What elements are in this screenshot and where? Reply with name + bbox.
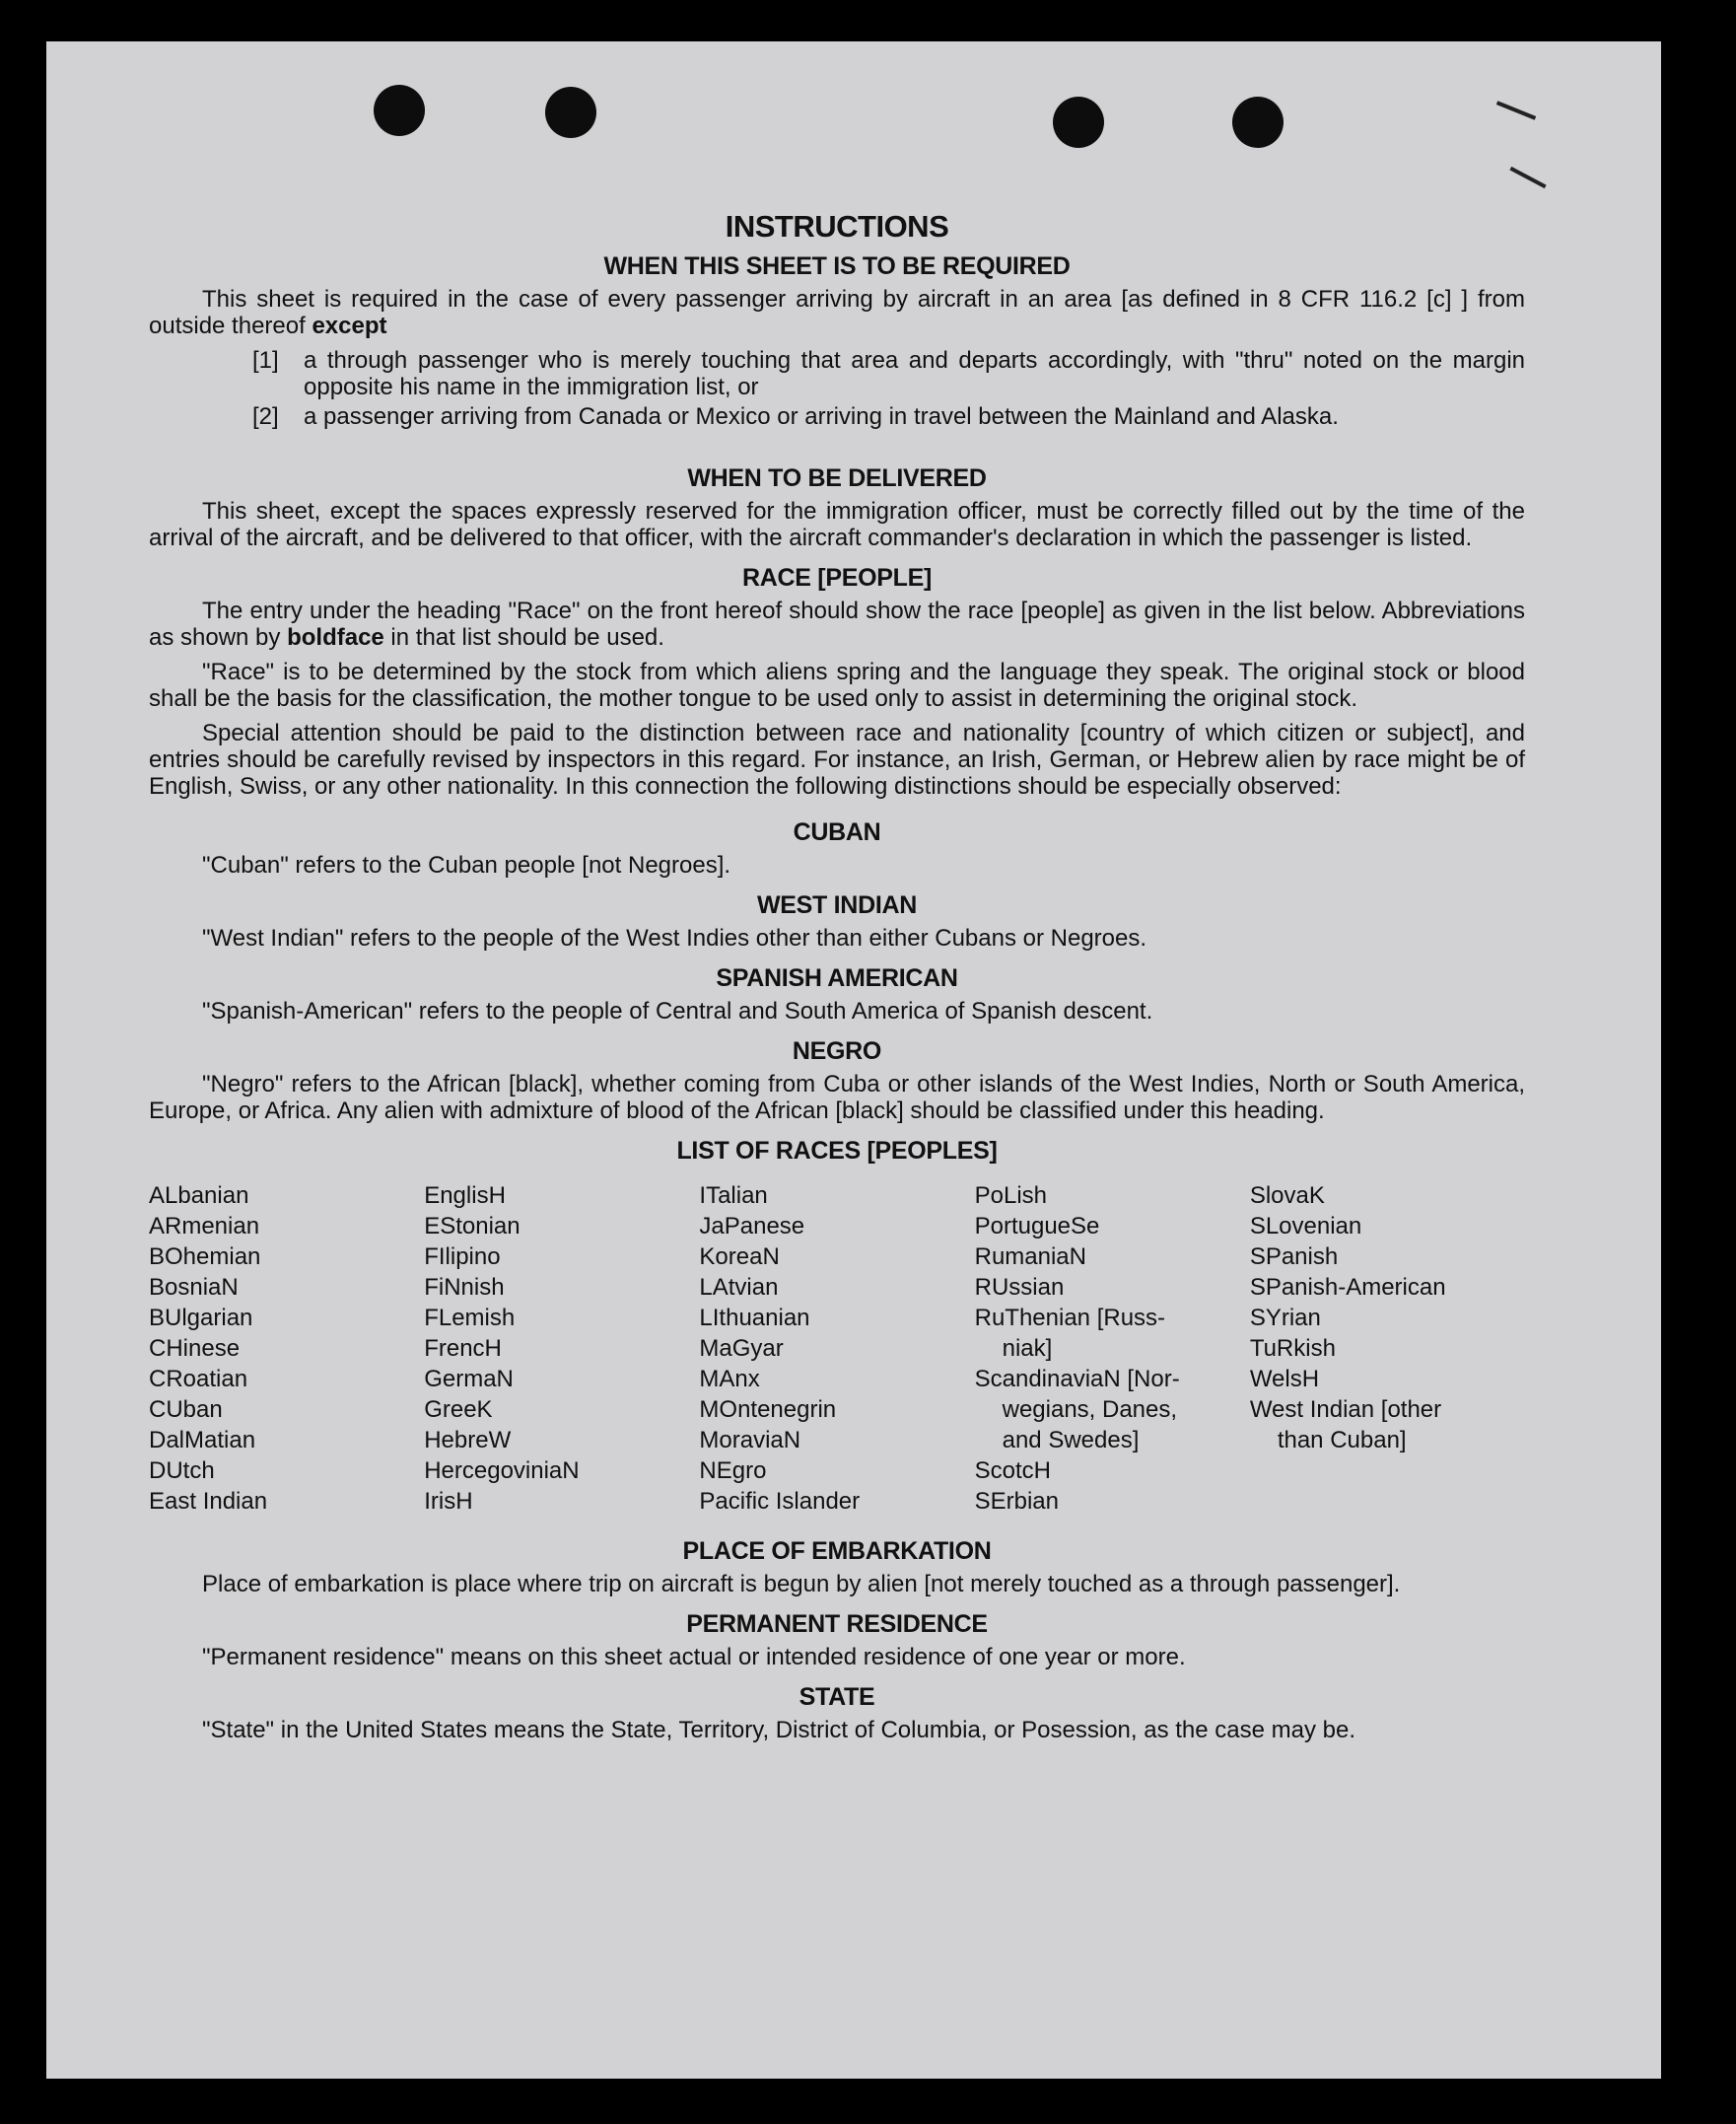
race-item: FLemish [424,1305,516,1331]
races-list [149,1180,1525,1517]
item-number: [1] [252,347,279,374]
race-item: GermaN [424,1366,514,1392]
heading-permanent-residence: PERMANENT RESIDENCE [686,1610,988,1638]
item-text: a passenger arriving from Canada or Mexico or arriving in travel between the Mainland and Alaska. [304,403,1339,430]
race-item: EnglisH [424,1182,506,1209]
race-item: West Indian [other [1249,1396,1442,1423]
race-item: ITalian [699,1182,768,1209]
race-item: CUban [149,1396,223,1423]
heading-list-of-races: LIST OF RACES [PEOPLES] [676,1137,998,1165]
race-item: JaPanese [699,1213,805,1239]
race-item: CRoatian [149,1366,248,1392]
race-item: SPanish [1249,1243,1339,1270]
document-sheet [46,41,1661,2079]
punch-hole-3 [1053,97,1104,148]
spanish-american-text: "Spanish-American" refers to the people of Central and South America of Spanish descent. [202,998,1153,1025]
race-item: MaGyar [699,1335,784,1362]
race-item: ARmenian [149,1213,260,1239]
race-item: DUtch [149,1457,215,1484]
race-item: DalMatian [149,1427,256,1453]
punch-hole-4 [1232,97,1284,148]
negro-text: "Negro" refers to the African [black], whether coming from Cuba or other islands of the West Indies, North or South America, Europe, or Africa. Any alien with admixture of blood of the African [black] should be classified under this heading. [149,1071,1525,1124]
race-item: MAnx [699,1366,760,1392]
race-paragraph-3: Special attention should be paid to the distinction between race and nationality [country of which citizen or subject], and entries should be carefully revised by inspectors in this regard. For instance, an Irish, German, or Hebrew alien by race might be of English, Swiss, or any other nationality. In this connection the following distinctions should be especially observed: [149,720,1525,800]
races-column-3 [699,1180,974,1517]
race-item: FiNnish [424,1274,505,1301]
required-item-1 [252,347,1525,400]
item-number: [2] [252,403,279,430]
race-item: SYrian [1249,1305,1321,1331]
race-paragraph-1: The entry under the heading "Race" on the front hereof should show the race [people] as given in the list below. Abbreviations as shown by boldface in that list should be used. [149,598,1525,651]
heading-embarkation: PLACE OF EMBARKATION [682,1537,992,1565]
race-item: niak] [1002,1335,1053,1362]
race-item: and Swedes] [1002,1427,1140,1453]
delivered-text: This sheet, except the spaces expressly reserved for the immigration officer, must be correctly filled out by the time of the arrival of the aircraft, and be delivered to that officer, with the aircraft commander's declaration in which the passenger is listed. [149,498,1525,551]
race-item: RUssian [974,1274,1065,1301]
race-item: LAtvian [699,1274,779,1301]
race-item: ALbanian [149,1182,249,1209]
heading-race: RACE [PEOPLE] [742,564,932,592]
item-text: a through passenger who is merely touching that area and departs accordingly, with "thru" noted on the margin opposite his name in the immigration list, or [304,347,1525,400]
race-item: HebreW [424,1427,512,1453]
race-item: MoraviaN [699,1427,801,1453]
race-item: RuThenian [Russ- [974,1305,1166,1331]
residence-text: "Permanent residence" means on this sheet actual or intended residence of one year or more. [202,1644,1186,1670]
race-item: than Cuban] [1277,1427,1407,1453]
race-item: FIlipino [424,1243,501,1270]
race-item: PoLish [974,1182,1047,1209]
race-item: HercegoviniaN [424,1457,580,1484]
scan-mark [1496,101,1536,119]
race-item: GreeK [424,1396,493,1423]
races-column-1 [149,1180,424,1517]
race-item: SErbian [974,1488,1059,1515]
heading-negro: NEGRO [792,1037,882,1065]
race-item: FrencH [424,1335,502,1362]
race-item: EStonian [424,1213,521,1239]
required-intro: This sheet is required in the case of every passenger arriving by aircraft in an area [as defined in 8 CFR 116.2 [c] ] from outside thereof except [149,286,1525,339]
race-item: BosniaN [149,1274,239,1301]
document-content [149,166,1525,1751]
required-item-2 [252,403,1525,430]
race-item: East Indian [149,1488,268,1515]
race-item: SLovenian [1249,1213,1362,1239]
race-item: MOntenegrin [699,1396,837,1423]
race-item: SlovaK [1249,1182,1325,1209]
punch-hole-2 [545,87,596,138]
race-item: CHinese [149,1335,241,1362]
state-text: "State" in the United States means the State, Territory, District of Columbia, or Posession, as the case may be. [202,1717,1356,1743]
race-item: RumaniaN [974,1243,1086,1270]
race-item: ScandinaviaN [Nor- [974,1366,1180,1392]
race-item: wegians, Danes, [1002,1396,1178,1423]
race-item: TuRkish [1249,1335,1336,1362]
race-item: PortugueSe [974,1213,1100,1239]
race-item: NEgro [699,1457,767,1484]
race-item: BUlgarian [149,1305,253,1331]
race-item: LIthuanian [699,1305,810,1331]
heading-required: WHEN THIS SHEET IS TO BE REQUIRED [603,252,1071,280]
race-item: BOhemian [149,1243,261,1270]
page-title: INSTRUCTIONS [725,209,949,244]
race-item: WelsH [1249,1366,1320,1392]
races-column-5 [1250,1180,1525,1517]
punch-hole-1 [374,85,425,136]
race-item: IrisH [424,1488,473,1515]
race-item: KoreaN [699,1243,780,1270]
heading-spanish-american: SPANISH AMERICAN [716,964,958,992]
race-item: ScotcH [974,1457,1051,1484]
race-item: SPanish-American [1249,1274,1446,1301]
west-indian-text: "West Indian" refers to the people of the West Indies other than either Cubans or Negroes. [202,925,1147,952]
races-column-2 [424,1180,699,1517]
cuban-text: "Cuban" refers to the Cuban people [not Negroes]. [202,852,731,879]
heading-west-indian: WEST INDIAN [757,891,917,919]
races-column-4 [975,1180,1250,1517]
heading-state: STATE [799,1683,875,1711]
embarkation-text: Place of embarkation is place where trip on aircraft is begun by alien [not merely touched as a through passenger]. [202,1571,1401,1597]
race-paragraph-2: "Race" is to be determined by the stock from which aliens spring and the language they speak. The original stock or blood shall be the basis for the classification, the mother tongue to be used only to assist in determining the original stock. [149,659,1525,712]
heading-cuban: CUBAN [793,818,881,846]
heading-delivered: WHEN TO BE DELIVERED [687,464,987,492]
race-item: Pacific Islander [699,1488,861,1515]
